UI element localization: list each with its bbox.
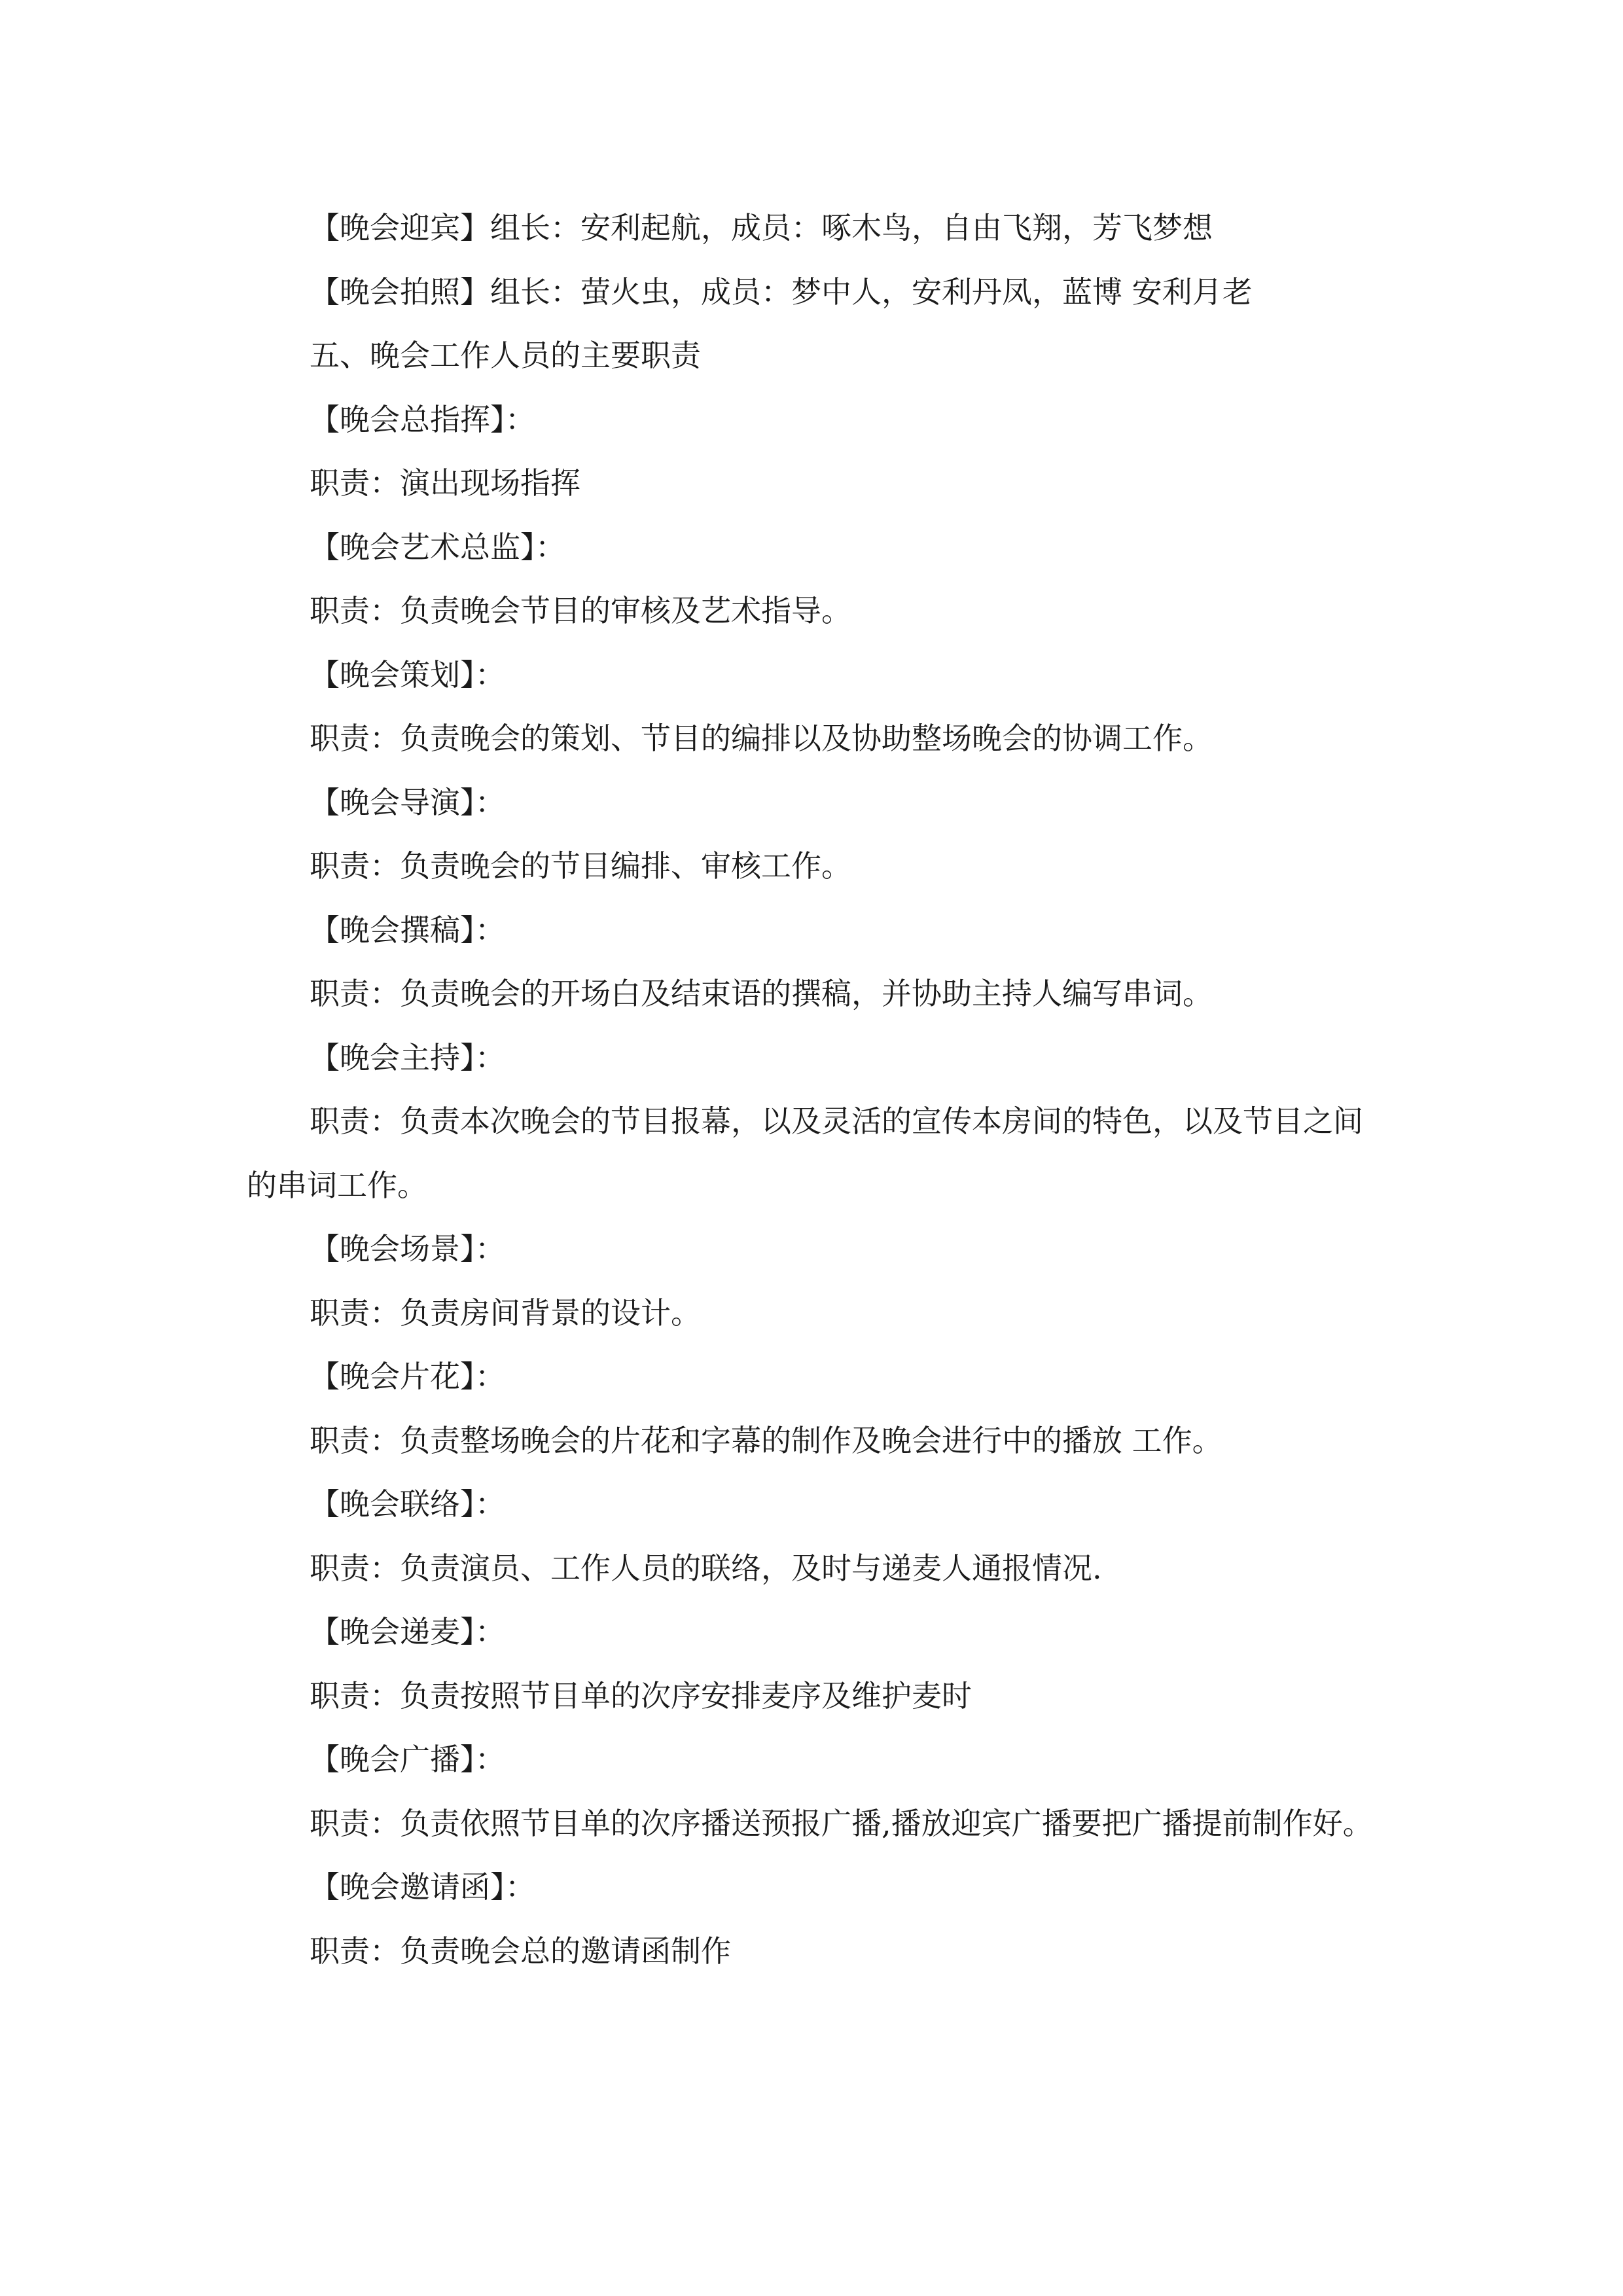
role-duty-invitation: 职责：负责晚会总的邀请函制作: [310, 1933, 731, 1969]
role-heading-broadcast: 【晚会广播】：: [310, 1742, 505, 1777]
role-duty-clips: 职责：负责整场晚会的片花和字幕的制作及晚会进行中的播放 工作。: [310, 1422, 1222, 1458]
role-heading-director: 【晚会导演】：: [310, 784, 505, 820]
role-heading-art-director: 【晚会艺术总监】：: [310, 529, 565, 565]
role-heading-writer: 【晚会撰稿】：: [310, 912, 505, 948]
role-heading-commander: 【晚会总指挥】：: [310, 401, 535, 437]
role-heading-mic: 【晚会递麦】：: [310, 1614, 505, 1649]
role-heading-invitation: 【晚会邀请函】：: [310, 1869, 535, 1905]
role-heading-planning: 【晚会策划】：: [310, 656, 505, 692]
role-duty-mic: 职责：负责按照节目单的次序安排麦序及维护麦时: [310, 1677, 972, 1713]
role-duty-director: 职责：负责晚会的节目编排、审核工作。: [310, 848, 851, 884]
role-duty-host: 职责：负责本次晚会的节目报幕，以及灵活的宣传本房间的特色，以及节目之间的串词工作。: [247, 1103, 1363, 1203]
role-duty-broadcast: 职责：负责依照节目单的次序播送预报广播,播放迎宾广播要把广播提前制作好。: [310, 1805, 1373, 1841]
section-heading: 五、晚会工作人员的主要职责: [310, 338, 701, 373]
role-duty-planning: 职责：负责晚会的策划、节目的编排以及协助整场晚会的协调工作。: [310, 721, 1213, 756]
greeting-team-line: 【晚会迎宾】组长：安利起航，成员：啄木鸟，自由飞翔，芳飞梦想: [310, 210, 1213, 245]
role-heading-host: 【晚会主持】：: [310, 1039, 505, 1075]
role-duty-scene: 职责：负责房间背景的设计。: [310, 1295, 701, 1331]
role-duty-liaison: 职责：负责演员、工作人员的联络，及时与递麦人通报情况.: [310, 1550, 1102, 1586]
role-heading-liaison: 【晚会联络】：: [310, 1486, 505, 1522]
role-heading-scene: 【晚会场景】：: [310, 1231, 505, 1266]
role-heading-clips: 【晚会片花】：: [310, 1359, 505, 1394]
role-duty-writer: 职责：负责晚会的开场白及结束语的撰稿，并协助主持人编写串词。: [310, 976, 1213, 1011]
role-duty-commander: 职责：演出现场指挥: [310, 465, 580, 501]
photo-team-line: 【晚会拍照】组长：萤火虫，成员：梦中人，安利丹凤，蓝博 安利月老: [310, 274, 1253, 310]
document-body: [247, 196, 1376, 1983]
role-duty-art-director: 职责：负责晚会节目的审核及艺术指导。: [310, 593, 851, 628]
